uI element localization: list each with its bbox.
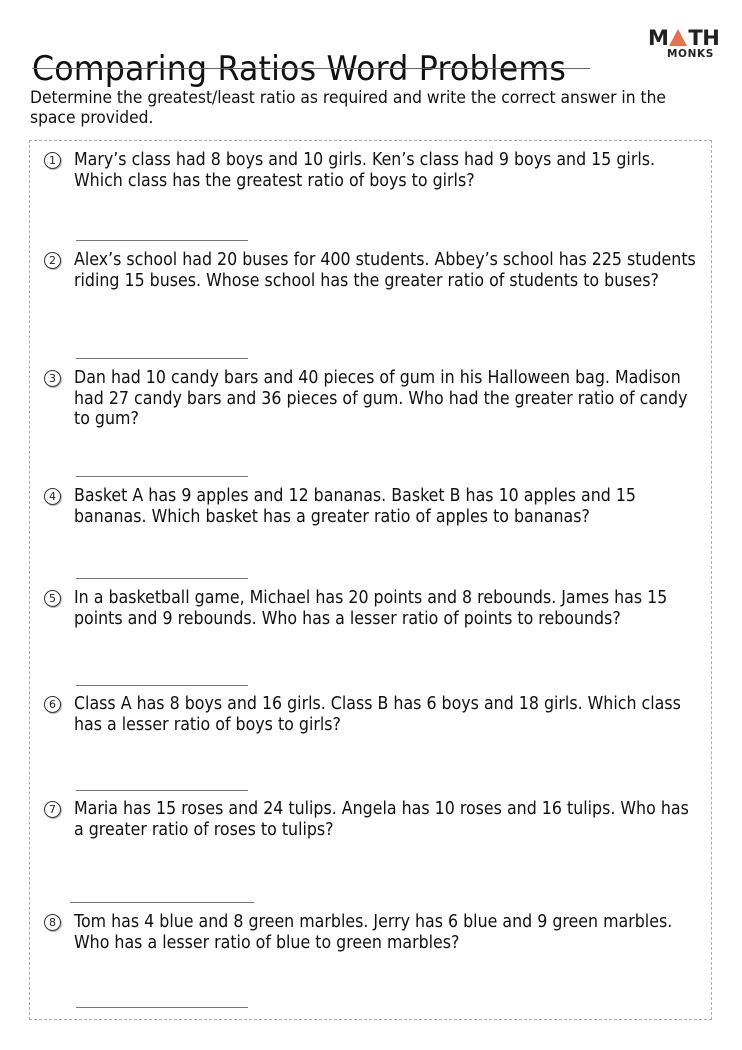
- instructions: Determine the greatest/least ratio as required and write the correct answer in the space provided.: [30, 88, 666, 127]
- logo-letters-th: TH: [688, 26, 720, 50]
- logo-letter-m: M: [648, 26, 669, 50]
- answer-line-1[interactable]: [76, 240, 248, 241]
- answer-line-3[interactable]: [76, 476, 248, 477]
- title-underline: [32, 68, 590, 69]
- problem-text: Alex’s school had 20 buses for 400 students. Abbey’s school has 225 students riding 15 buses. Whose school has the greater ratio of students to buses?: [74, 250, 696, 291]
- answer-line-6[interactable]: [76, 790, 248, 791]
- math-monks-logo: [648, 28, 718, 62]
- page-title: Comparing Ratios Word Problems: [32, 48, 566, 89]
- number-badge: 5: [44, 590, 61, 607]
- problem-text: Maria has 15 roses and 24 tulips. Angela has 10 roses and 16 tulips. Who has a greater ratio of roses to tulips?: [74, 799, 689, 840]
- answer-line-4[interactable]: [76, 578, 248, 579]
- number-badge: 7: [44, 801, 61, 818]
- logo-wordmark: [648, 28, 719, 48]
- problem-text: Dan had 10 candy bars and 40 pieces of gum in his Halloween bag. Madison had 27 candy bars and 36 pieces of gum. Who had the greater ratio of candy to gum?: [74, 368, 688, 429]
- answer-line-2[interactable]: [76, 358, 248, 359]
- answer-line-8[interactable]: [76, 1007, 248, 1008]
- answer-line-5[interactable]: [76, 685, 248, 686]
- problem-text: Mary’s class had 8 boys and 10 girls. Ken’s class had 9 boys and 15 girls. Which class has the greatest ratio of boys to girls?: [74, 150, 656, 191]
- number-badge: 8: [44, 914, 61, 931]
- number-badge: 6: [44, 696, 61, 713]
- triangle-icon: [669, 29, 687, 46]
- number-badge: 3: [44, 370, 61, 387]
- answer-line-7[interactable]: [70, 902, 254, 903]
- number-badge: 4: [44, 488, 61, 505]
- logo-subtitle: MONKS: [667, 48, 714, 60]
- problem-text: Tom has 4 blue and 8 green marbles. Jerry has 6 blue and 9 green marbles. Who has a lesser ratio of blue to green marbles?: [74, 912, 673, 953]
- problem-text: Basket A has 9 apples and 12 bananas. Basket B has 10 apples and 15 bananas. Which basket has a greater ratio of apples to bananas?: [74, 486, 637, 527]
- number-badge: 2: [44, 252, 61, 269]
- problem-text: In a basketball game, Michael has 20 points and 8 rebounds. James has 15 points and 9 rebounds. Who has a lesser ratio of points to rebounds?: [74, 588, 668, 629]
- problem-text: Class A has 8 boys and 16 girls. Class B has 6 boys and 18 girls. Which class has a lesser ratio of boys to girls?: [74, 694, 681, 735]
- number-badge: 1: [44, 152, 61, 169]
